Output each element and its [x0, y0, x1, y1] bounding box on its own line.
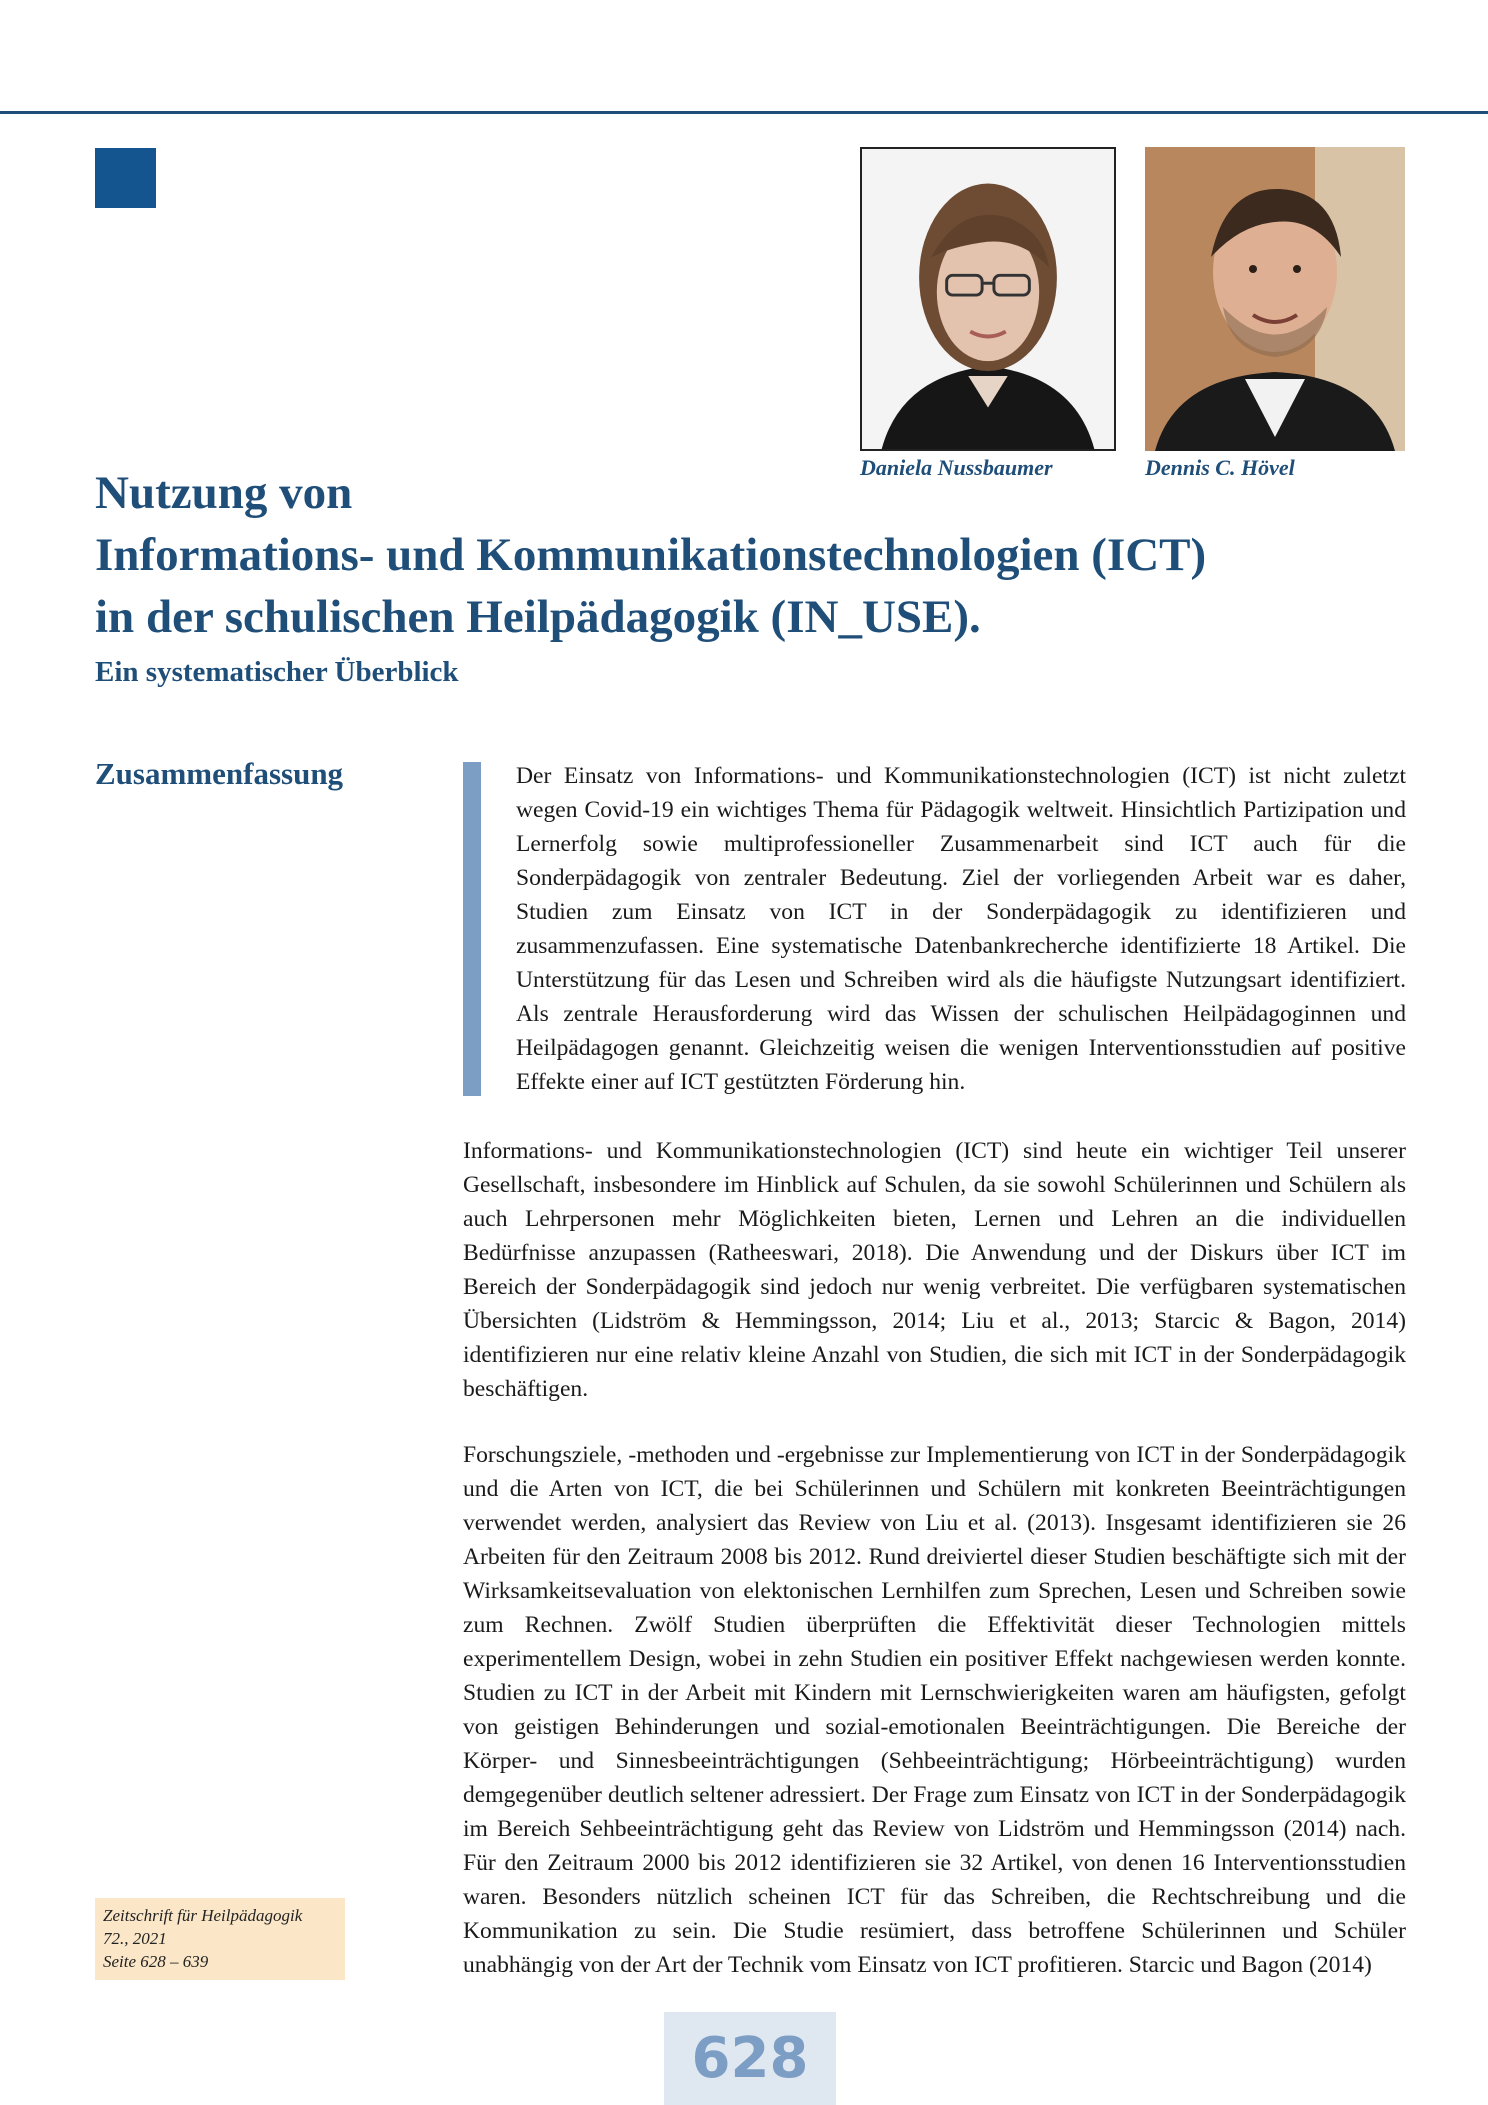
- section-marker-square: [95, 148, 156, 208]
- page-number: 628: [664, 2012, 836, 2105]
- body-paragraph-2: Forschungsziele, -methoden und -ergebnisse zur Implementierung von ICT in der Sonderpädagogik und die Arten von ICT, die bei Schülerinnen und Schülern mit konkreten Beeinträchtigungen verwendet werden, analysiert das Review von Liu et al. (2013). Insgesamt identifizieren sie 26 Arbeiten für den Zeitraum 2008 bis 2012. Rund dreiviertel dieser Studien beschäftigte sich mit der Wirksamkeitsevaluation von elektonischen Lernhilfen zum Sprechen, Lesen und Schreiben sowie zum Rechnen. Zwölf Studien überprüften die Effektivität dieser Technologien mittels experimentellem Design, wobei in zehn Studien ein positiver Effekt nachgewiesen werden konnte. Studien zu ICT in der Arbeit mit Kindern mit Lernschwierigkeiten waren am häufigsten, gefolgt von geistigen Behinderungen und sozial-emotionalen Beeinträchtigungen. Die Bereiche der Körper- und Sinnesbeeinträchtigungen (Sehbeeinträchtigung; Hörbeeinträchtigung) wurden demgegenüber deutlich seltener adressiert. Der Frage zum Einsatz von ICT in der Sonderpädagogik im Bereich Sehbeeinträchtigung geht das Review von Lidström und Hemmingsson (2014) nach. Für den Zeitraum 2000 bis 2012 identifizieren sie 32 Artikel, von denen 16 Interventionsstudien waren. Besonders nützlich scheinen ICT für das Schreiben, die Rechtschreibung und die Kommunikation zu sein. Die Studie resümiert, dass betroffene Schülerinnen und Schüler unabhängig von der Art der Technik vom Einsatz von ICT profitieren. Starcic und Bagon (2014): [463, 1442, 1406, 1978]
- journal-name: Zeitschrift für Heilpädagogik: [103, 1906, 303, 1925]
- author-photo-2: [1145, 147, 1405, 451]
- title-line-1: Nutzung von: [95, 467, 353, 519]
- article-title: [95, 462, 1395, 648]
- journal-info-box: [95, 1898, 345, 1980]
- author-name-2: Dennis C. Hövel: [1145, 455, 1295, 480]
- article-subtitle: Ein systematischer Überblick: [95, 656, 459, 688]
- title-line-2: Informations- und Kommunikationstechnologien (ICT): [95, 529, 1207, 581]
- journal-pages: Seite 628 – 639: [103, 1952, 209, 1971]
- journal-volume: 72., 2021: [103, 1929, 167, 1948]
- abstract-accent-bar: [463, 762, 481, 1096]
- top-rule: [0, 111, 1488, 114]
- body-paragraph-1: Informations- und Kommunikationstechnologien (ICT) sind heute ein wichtiger Teil unserer Gesellschaft, insbesondere im Hinblick auf Schulen, da sie sowohl Schülerinnen und Schülern als auch Lehrpersonen mehr Möglichkeiten bieten, Lernen und Lehren an die individuellen Bedürfnisse anzupassen (Ratheeswari, 2018). Die Anwendung und der Diskurs über ICT im Bereich der Sonderpädagogik sind jedoch nur wenig verbreitet. Die verfügbaren systematischen Übersichten (Lidström & Hemmingsson, 2014; Liu et al., 2013; Starcic & Bagon, 2014) identifizieren nur eine relativ kleine Anzahl von Studien, die sich mit ICT in der Sonderpädagogik beschäftigen.: [463, 1138, 1406, 1402]
- title-line-3: in der schulischen Heilpädagogik (IN_USE).: [95, 591, 981, 643]
- author-name-1: Daniela Nussbaumer: [860, 455, 1053, 480]
- author-photo-1: [860, 147, 1116, 451]
- abstract-heading: Zusammenfassung: [95, 756, 344, 791]
- abstract-text: Der Einsatz von Informations- und Kommunikationstechnologien (ICT) ist nicht zuletzt wegen Covid-19 ein wichtiges Thema für Pädagogik weltweit. Hinsichtlich Partizipation und Lernerfolg sowie multiprofessioneller Zusammenarbeit sind ICT auch für die Sonderpädagogik von zentraler Bedeutung. Ziel der vorliegenden Arbeit war es daher, Studien zum Einsatz von ICT in der Sonderpädagogik zu identifizieren und zusammenzufassen. Eine systematische Datenbankrecherche identifizierte 18 Artikel. Die Unterstützung für das Lesen und Schreiben wird als die häufigste Nutzungsart identifiziert. Als zentrale Herausforderung wird das Wissen der schulischen Heilpädagoginnen und Heilpädagogen genannt. Gleichzeitig weisen die wenigen Interventionsstudien auf positive Effekte einer auf ICT gestützten Förderung hin.: [516, 763, 1406, 1095]
